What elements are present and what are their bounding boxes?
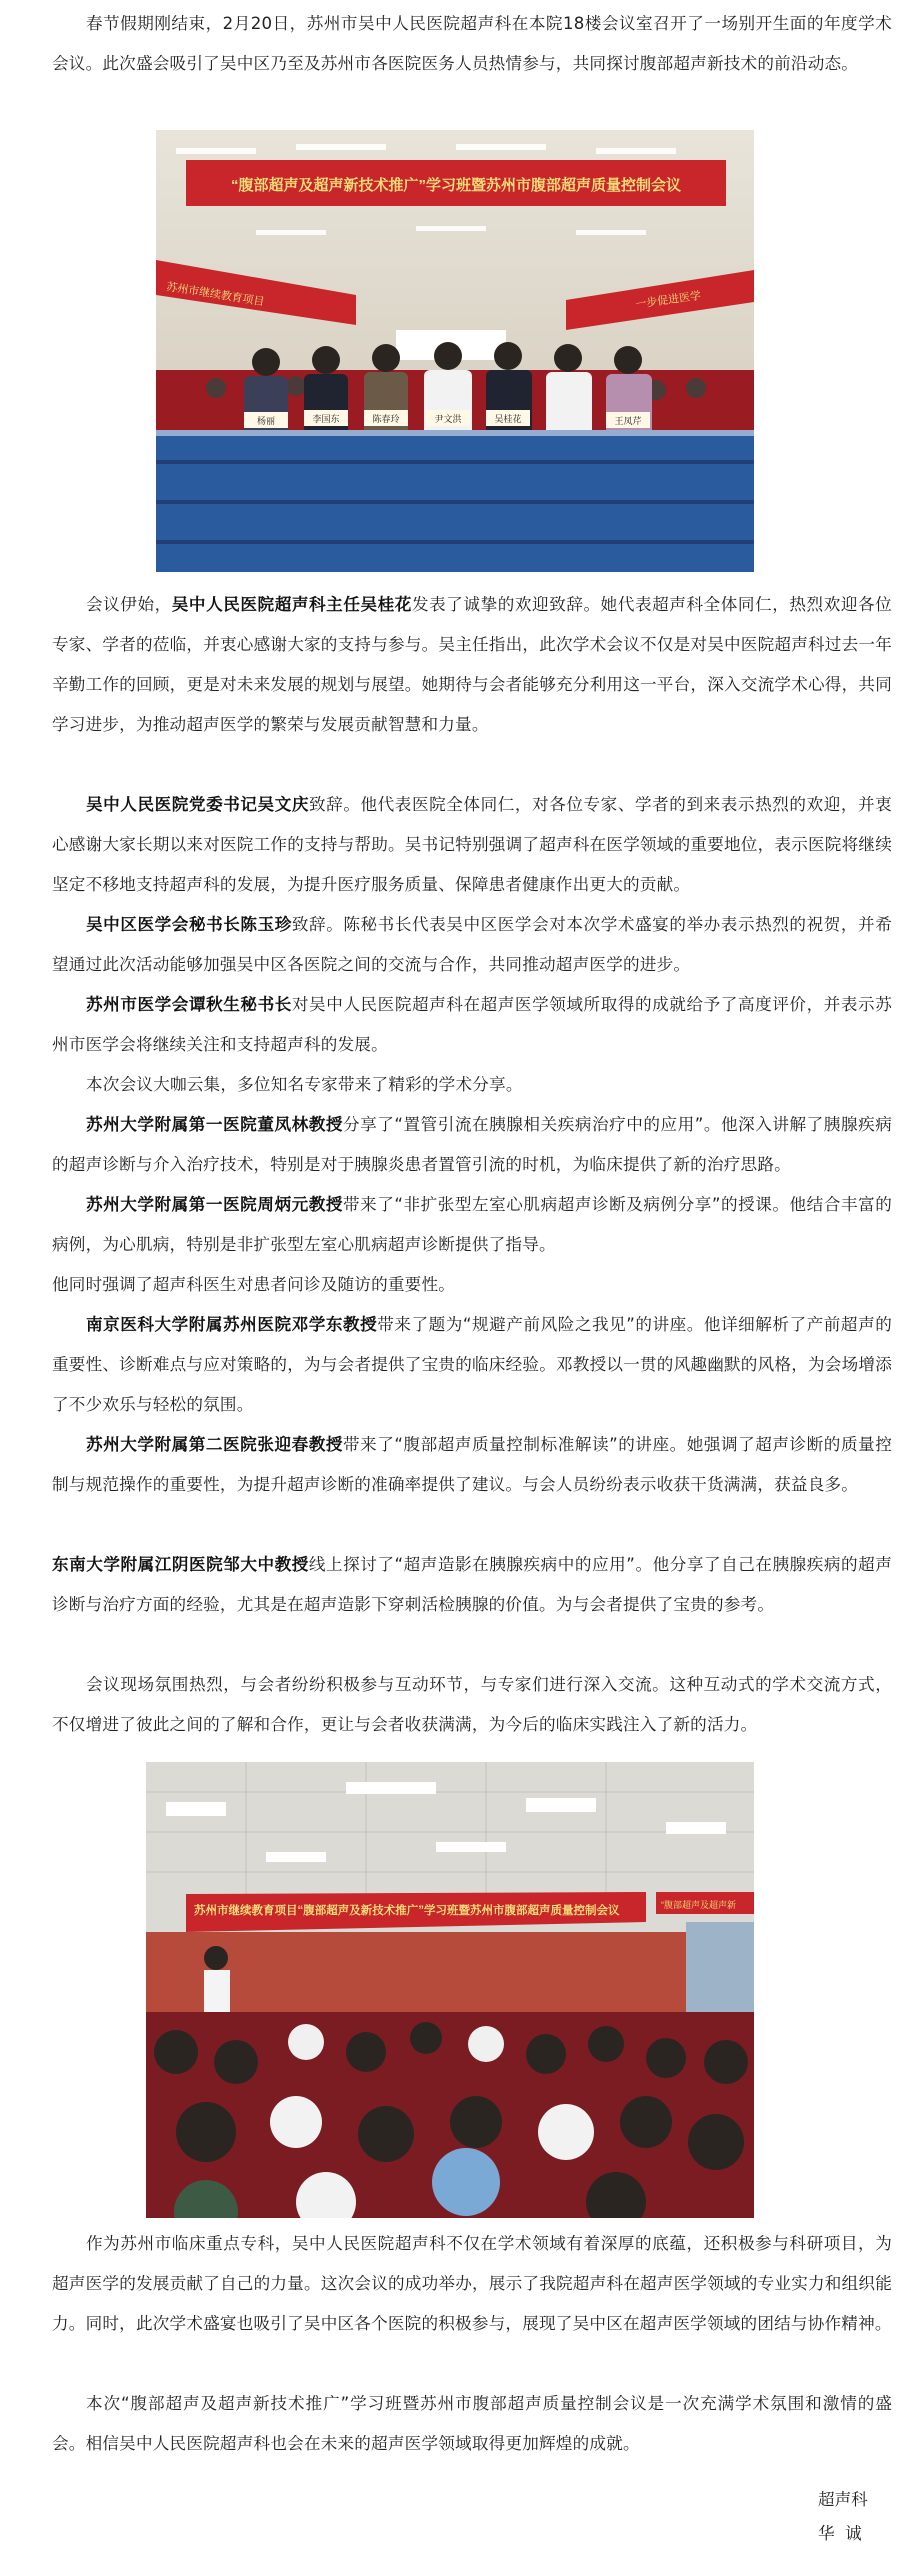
speaker-wu-wenqing: 吴中人民医院党委书记吴文庆	[86, 795, 310, 814]
paragraph-party-secretary	[52, 785, 892, 905]
party-secretary-text: 致辞。他代表医院全体同仁，对各位专家、学者的到来表示热烈的欢迎，并衷心感谢大家长期以来对医院工作的支持与帮助。吴书记特别强调了超声科在医学领域的重要地位，表示医院将继续坚定不移地支持超声科的发展，为提升医疗服务质量、保障患者健康作出更大的贡献。	[52, 795, 892, 894]
nameplate-3: 陈春玲	[372, 414, 400, 424]
side-banner-right-text: 一步促进医学	[634, 289, 702, 311]
paragraph-zhang-yingchun	[52, 1425, 892, 1505]
intro-paragraph: 春节假期刚结束，2月20日，苏州市吴中人民医院超声科在本院18楼会议室召开了一场别开生面的年度学术会议。此次盛会吸引了吴中区乃至及苏州市各医院医务人员热情参与，共同探讨腹部超声新技术的前沿动态。	[52, 14, 892, 73]
speaker-wu-guihua: 吴中人民医院超声科主任吴桂花	[171, 595, 412, 614]
zhang-yingchun-text: 带来了“腹部超声质量控制标准解读”的讲座。她强调了超声诊断的质量控制与规范操作的重要性，为提升超声诊断的准确率提供了建议。与会人员纷纷表示收获干货满满，获益良多。	[52, 1435, 893, 1494]
meeting-stage-illustration	[156, 130, 754, 572]
speaker-chen-yuzhen: 吴中区医学会秘书长陈玉珍	[86, 915, 292, 934]
paragraph-dong-fenglin	[52, 1105, 892, 1185]
paragraph-department-summary: 作为苏州市临床重点专科，吴中人民医院超声科不仅在学术领域有着深厚的底蕴，还积极参与科研项目，为超声医学的发展贡献了自己的力量。这次会议的成功举办，展示了我院超声科在超声医学领域的专业实力和组织能力。同时，此次学术盛宴也吸引了吴中区各个医院的积极参与，展现了吴中区在超声医学领域的团结与协作精神。	[52, 2234, 892, 2333]
hall-banner-text: 苏州市继续教育项目“腹部超声及新技术推广”学习班暨苏州市腹部超声质量控制会议	[194, 1905, 620, 1917]
hall-banner-right-text: “腹部超声及超声新	[661, 1900, 736, 1910]
paragraph-zhou-bingyuan	[52, 1185, 892, 1265]
paragraph-city-association	[52, 985, 892, 1065]
stage-banner-text: “腹部超声及超声新技术推广”学习班暨苏州市腹部超声质量控制会议	[230, 177, 682, 194]
speaker-deng-xuedong: 南京医科大学附属苏州医院邓学东教授	[86, 1315, 378, 1334]
paragraph-atmosphere: 会议现场氛围热烈，与会者纷纷积极参与互动环节，与专家们进行深入交流。这种互动式的学术交流方式，不仅增进了彼此之间的了解和合作，更让与会者收获满满，为今后的临床实践注入了新的活力。	[52, 1675, 892, 1734]
opening-lead: 会议伊始，	[86, 595, 172, 614]
deng-xuedong-text: 带来了题为“规避产前风险之我见”的讲座。他详细解析了产前超声的重要性、诊断难点与应对策略的，为与会者提供了宝贵的临床经验。邓教授以一贯的风趣幽默的风格，为会场增添了不少欢乐与轻松的氛围。	[52, 1315, 892, 1414]
meeting-stage-photo	[156, 130, 754, 572]
paragraph-experts-intro: 本次会议大咖云集，多位知名专家带来了精彩的学术分享。	[86, 1075, 523, 1094]
nameplate-6: 王凤芹	[614, 416, 642, 426]
side-banner-left-text: 苏州市继续教育项目	[165, 281, 266, 309]
nameplate-2: 李国东	[312, 414, 340, 424]
dong-fenglin-text: 分享了“置管引流在胰腺相关疾病治疗中的应用”。他深入讲解了胰腺疾病的超声诊断与介入治疗技术，特别是对于胰腺炎患者置管引流的时机，为临床提供了新的治疗思路。	[52, 1115, 893, 1174]
audience-illustration	[146, 1762, 754, 2218]
speaker-zhang-yingchun: 苏州大学附属第二医院张迎春教授	[86, 1435, 343, 1454]
signature-author: 华 诚	[818, 2524, 862, 2543]
paragraph-deng-xuedong	[52, 1305, 892, 1425]
speaker-zhou-bingyuan: 苏州大学附属第一医院周炳元教授	[86, 1195, 343, 1214]
zhou-bingyuan-text: 带来了“非扩张型左室心肌病超声诊断及病例分享”的授课。他结合丰富的病例，为心肌病，特别是非扩张型左室心肌病超声诊断提供了指导。	[52, 1195, 893, 1254]
paragraph-closing: 本次“腹部超声及超声新技术推广”学习班暨苏州市腹部超声质量控制会议是一次充满学术氛围和激情的盛会。相信吴中人民医院超声科也会在未来的超声医学领域取得更加辉煌的成就。	[52, 2394, 892, 2453]
paragraph-followup-note: 他同时强调了超声科医生对患者问诊及随访的重要性。	[52, 1275, 456, 1294]
nameplate-1: 杨丽	[256, 416, 276, 426]
nameplate-5: 吴桂花	[494, 414, 522, 424]
speaker-tan-qiusheng: 苏州市医学会谭秋生秘书长	[86, 995, 292, 1014]
opening-text: 发表了诚挚的欢迎致辞。她代表超声科全体同仁，热烈欢迎各位专家、学者的莅临，并衷心感谢大家的支持与参与。吴主任指出，此次学术会议不仅是对吴中医院超声科过去一年辛勤工作的回顾，更是对未来发展的规划与展望。她期待与会者能够充分利用这一平台，深入交流学术心得，共同学习进步，为推动超声医学的繁荣与发展贡献智慧和力量。	[52, 595, 892, 734]
paragraph-district-association	[52, 905, 892, 985]
nameplate-4: 尹文洪	[434, 414, 462, 424]
paragraph-opening	[52, 585, 892, 745]
district-association-text: 致辞。陈秘书长代表吴中区医学会对本次学术盛宴的举办表示热烈的祝贺，并希望通过此次活动能够加强吴中区各医院之间的交流与合作，共同推动超声医学的进步。	[52, 915, 893, 974]
signature-department: 超声科	[818, 2490, 868, 2509]
zou-dazhong-text: 线上探讨了“超声造影在胰腺疾病中的应用”。他分享了自己在胰腺疾病的超声诊断与治疗方面的经验，尤其是在超声造影下穿刺活检胰腺的价值。为与会者提供了宝贵的参考。	[52, 1555, 892, 1614]
audience-photo	[146, 1762, 754, 2218]
paragraph-zou-dazhong	[52, 1545, 892, 1625]
speaker-dong-fenglin: 苏州大学附属第一医院董凤林教授	[86, 1115, 343, 1134]
speaker-zou-dazhong: 东南大学附属江阴医院邹大中教授	[52, 1555, 309, 1574]
city-association-text: 对吴中人民医院超声科在超声医学领域所取得的成就给予了高度评价，并表示苏州市医学会将继续关注和支持超声科的发展。	[52, 995, 893, 1054]
